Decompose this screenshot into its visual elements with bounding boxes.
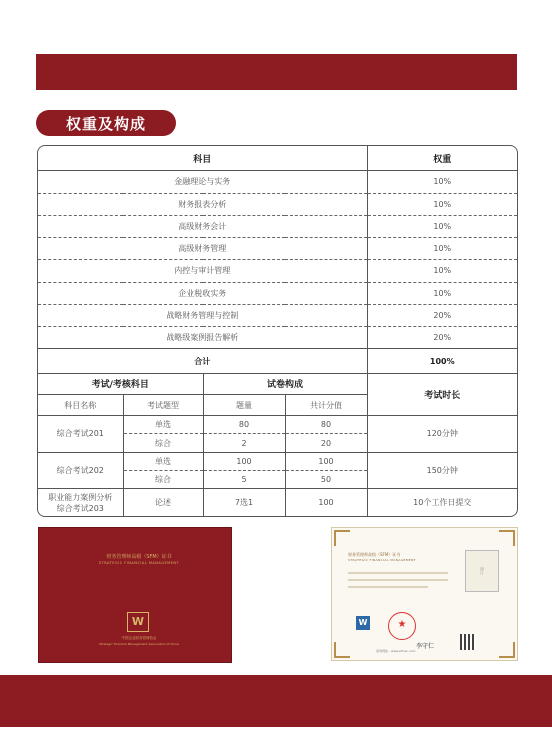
score: 50: [285, 470, 367, 488]
score: 20: [285, 434, 367, 452]
weight-cell: 20%: [367, 327, 517, 349]
score: 80: [285, 416, 367, 434]
cert-body-text: [348, 572, 448, 593]
subject-cell: 战略财务管理与控制: [38, 304, 367, 326]
subject-cell: 内控与审计管理: [38, 260, 367, 282]
subject-cell: 企业税收实务: [38, 282, 367, 304]
corner-ornament-icon: [334, 530, 350, 546]
weight-cell: 10%: [367, 282, 517, 304]
question-count: 5: [203, 470, 285, 488]
question-count: 80: [203, 416, 285, 434]
official-seal-icon: ★: [388, 612, 416, 640]
photo-placeholder: 照片: [465, 550, 499, 592]
question-type: 论述: [123, 489, 203, 516]
question-type: 综合: [123, 470, 203, 488]
exam-subject-header: 考试/考核科目: [38, 373, 203, 394]
question-type: 单选: [123, 452, 203, 470]
exam-name: 综合考试201: [38, 416, 123, 452]
exam-duration: 10个工作日提交: [367, 489, 517, 516]
association-logo-icon: W: [356, 616, 370, 630]
duration-header: 考试时长: [367, 373, 517, 416]
cert-footer: 查询网址：www.sfmac.com: [376, 649, 416, 653]
question-count: 7选1: [203, 489, 285, 516]
header-subject: 科目: [38, 146, 367, 171]
exam-name: 综合考试202: [38, 452, 123, 488]
question-count-header: 题量: [203, 394, 285, 415]
corner-ornament-icon: [499, 642, 515, 658]
cert-cover-title: 财务管理师高级（SFM）证书: [106, 554, 172, 560]
question-type: 单选: [123, 416, 203, 434]
subject-cell: 财务报表分析: [38, 193, 367, 215]
question-count: 100: [203, 452, 285, 470]
weight-cell: 10%: [367, 215, 517, 237]
paper-header: 试卷构成: [203, 373, 367, 394]
cert-cover-subtitle: STRATEGIC FINANCIAL MANAGEMENT: [98, 561, 180, 565]
cert-cover-org-en: Strategic Financial Management Association of China: [99, 642, 179, 646]
cert-subtitle: STRATEGIC FINANCIAL MANAGEMENT: [348, 558, 416, 562]
weight-cell: 10%: [367, 193, 517, 215]
section-title: 权重及构成: [36, 110, 176, 136]
association-logo-icon: W: [127, 612, 149, 632]
score: 100: [285, 489, 367, 516]
bottom-banner: [0, 675, 552, 727]
signature: 李守仁: [416, 643, 435, 650]
exam-name-line1: 职业能力案例分析: [48, 492, 113, 502]
subject-cell: 战略级案例报告解析: [166, 333, 239, 343]
corner-ornament-icon: [499, 530, 515, 546]
question-type-header: 考试题型: [123, 394, 203, 415]
question-count: 2: [203, 434, 285, 452]
corner-ornament-icon: [334, 642, 350, 658]
cert-title: 财务管理师高级（SFM）证书: [348, 552, 401, 557]
score: 100: [285, 452, 367, 470]
subject-name-header: 科目名称: [38, 394, 123, 415]
certificate-inside-image: [331, 527, 518, 661]
question-type: 综合: [123, 434, 203, 452]
weight-cell: 10%: [367, 260, 517, 282]
total-score-header: 共计分值: [285, 394, 367, 415]
exam-duration: 120分钟: [367, 416, 517, 452]
qr-code-icon: [460, 634, 476, 650]
exam-duration: 150分钟: [367, 452, 517, 488]
certificate-cover-image: [38, 527, 232, 663]
weights-table: [37, 145, 518, 517]
subject-cell: 高级财务管理: [38, 238, 367, 260]
weight-cell: 10%: [367, 171, 517, 193]
top-banner: [36, 54, 517, 90]
cert-cover-org: 中国企业财务管理协会: [121, 636, 157, 640]
subject-cell: 高级财务会计: [38, 215, 367, 237]
weight-cell: 20%: [367, 304, 517, 326]
exam-name: [38, 489, 123, 516]
subject-cell: 金融理论与实务: [38, 171, 367, 193]
header-weight: 权重: [367, 146, 517, 171]
total-value: 100%: [367, 349, 517, 373]
exam-name-line2: 综合考试203: [56, 503, 104, 513]
weight-cell: 10%: [367, 238, 517, 260]
total-label: 合计: [38, 349, 367, 373]
